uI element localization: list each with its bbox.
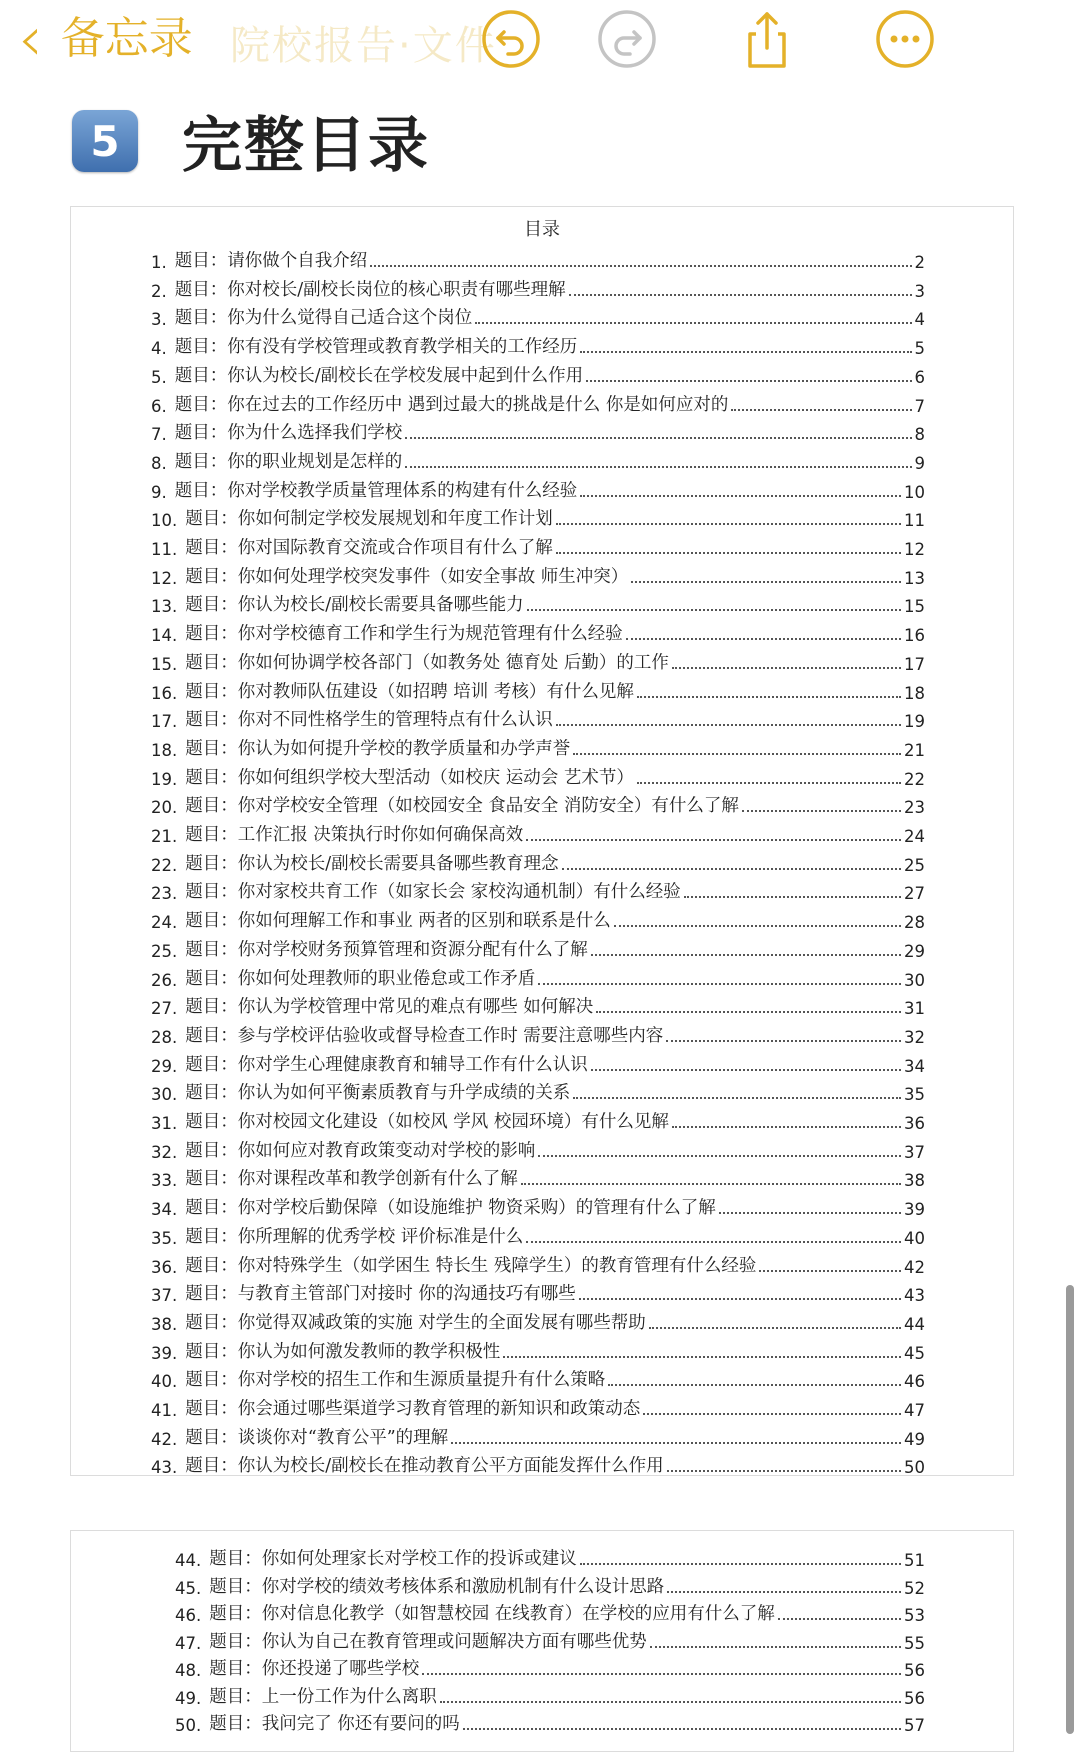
toc-entry-page: 51 xyxy=(904,1551,925,1570)
toc-entry-page: 52 xyxy=(904,1578,925,1598)
back-label: 备忘录 xyxy=(60,13,193,64)
toc-leader-dots xyxy=(631,581,901,583)
toc-entry xyxy=(151,1079,925,1104)
toc-entry-text: 题目：你还投递了哪些学校 xyxy=(209,1659,420,1679)
toc-entry xyxy=(151,1051,925,1076)
toc-entry xyxy=(151,649,925,674)
toc-entry-number: 11. xyxy=(151,540,178,559)
toc-leader-dots xyxy=(626,638,901,640)
toc-leader-dots xyxy=(649,1327,901,1329)
toc-leader-dots xyxy=(614,925,901,927)
toc-leader-dots xyxy=(573,1097,901,1099)
toc-entry-page: 34 xyxy=(904,1056,925,1076)
toc-leader-dots xyxy=(637,696,901,698)
toc-entry-text: 题目：你为什么选择我们学校 xyxy=(174,423,403,444)
toc-entry xyxy=(151,448,925,473)
toc-leader-dots xyxy=(562,868,901,870)
redo-icon xyxy=(596,8,658,70)
toc-leader-dots xyxy=(778,1618,901,1620)
toc-entry xyxy=(151,1194,925,1219)
toc-entry-number: 30. xyxy=(151,1085,178,1105)
toc-entry xyxy=(151,1395,925,1420)
toc-entry-number: 12. xyxy=(151,568,178,588)
toc-entry-page: 18 xyxy=(904,683,925,703)
toc-entry-text: 题目：你对课程改革和教学创新有什么了解 xyxy=(185,1169,518,1190)
toc-entry-number: 47. xyxy=(175,1633,202,1653)
toc-entry xyxy=(175,1600,925,1625)
toc-entry-page: 38 xyxy=(904,1171,925,1191)
toc-entry-text: 题目：请你做个自我介绍 xyxy=(174,251,368,271)
toc-entry-text: 题目：你对学校德育工作和学生行为规范管理有什么经验 xyxy=(185,624,623,645)
toc-entry xyxy=(175,1710,925,1735)
toc-entry xyxy=(151,850,925,875)
chevron-left-icon: ‹ xyxy=(18,2,43,75)
toc-entry-page: 6 xyxy=(914,367,925,387)
toc-entry-page: 50 xyxy=(904,1458,925,1478)
toc-entry xyxy=(151,1252,925,1277)
toc-entry-text: 题目：你如何协调学校各部门（如教务处 德育处 后勤）的工作 xyxy=(185,652,669,673)
toc-entry-number: 2. xyxy=(151,281,167,301)
toc-entry-number: 27. xyxy=(151,999,178,1019)
toc-entry-page: 9 xyxy=(914,453,925,473)
more-icon xyxy=(874,8,936,70)
toc-entry xyxy=(151,907,925,932)
toc-entry-text: 题目：工作汇报 决策执行时你如何确保高效 xyxy=(185,825,524,845)
toc-entry xyxy=(151,706,925,731)
toc-entry-number: 21. xyxy=(151,827,178,846)
toc-entry-page: 57 xyxy=(904,1716,925,1735)
toc-entry-page: 37 xyxy=(904,1142,925,1162)
toc-leader-dots xyxy=(440,1701,901,1703)
toc-entry-page: 32 xyxy=(904,1027,925,1047)
toc-entry-number: 42. xyxy=(151,1429,178,1449)
toc-entry xyxy=(151,1108,925,1133)
toc-entry-page: 55 xyxy=(904,1633,925,1653)
toc-entry-text: 题目：你如何处理教师的职业倦怠或工作矛盾 xyxy=(185,968,536,989)
toc-entry-text: 题目：你对学校安全管理（如校园安全 食品安全 消防安全）有什么了解 xyxy=(185,796,739,817)
toc-entry-page: 3 xyxy=(914,281,925,301)
toc-entry-number: 31. xyxy=(151,1114,178,1133)
toc-entry-text: 题目：你认为校长/副校长在学校发展中起到什么作用 xyxy=(174,365,584,386)
toc-entry-number: 5. xyxy=(151,367,167,387)
toc-leader-dots xyxy=(591,1069,901,1071)
toc-leader-dots xyxy=(672,1126,901,1128)
toc-entry-number: 32. xyxy=(151,1142,178,1162)
toc-entry-text: 题目：上一份工作为什么离职 xyxy=(209,1686,437,1707)
toc-entry-text: 题目：你认为校长/副校长在推动教育公平方面能发挥什么作用 xyxy=(185,1456,664,1477)
toc-entry xyxy=(151,792,925,817)
top-toolbar xyxy=(0,0,1080,80)
toc-entry-text: 题目：你认为学校管理中常见的难点有哪些 如何解决 xyxy=(185,997,594,1018)
toc-entry-number: 17. xyxy=(151,712,178,732)
toc-entry-text: 题目：你对教师队伍建设（如招聘 培训 考核）有什么见解 xyxy=(185,681,634,702)
toc-entry-page: 16 xyxy=(904,626,925,646)
toc-entry xyxy=(151,821,925,846)
toc-entry-number: 18. xyxy=(151,740,178,760)
toc-entry-number: 14. xyxy=(151,626,178,646)
undo-icon xyxy=(480,8,542,70)
share-button[interactable] xyxy=(736,8,798,70)
toc-entry-text: 题目：你如何理解工作和事业 两者的区别和联系是什么 xyxy=(185,911,611,932)
toc-entry xyxy=(175,1683,925,1708)
toc-entry-text: 题目：与教育主管部门对接时 你的沟通技巧有哪些 xyxy=(185,1284,576,1305)
toc-entry-number: 49. xyxy=(175,1688,202,1708)
note-title: 完整目录 xyxy=(182,111,430,181)
toc-entry-page: 21 xyxy=(904,740,925,760)
toc-entry xyxy=(151,505,925,530)
toc-leader-dots xyxy=(527,609,901,611)
toc-entry-number: 40. xyxy=(151,1372,178,1392)
toc-entry-page: 45 xyxy=(904,1343,925,1363)
toc-entry xyxy=(151,304,925,329)
toc-entry xyxy=(151,477,925,502)
toc-entry-page: 25 xyxy=(904,855,925,875)
toc-leader-dots xyxy=(742,810,901,812)
toc-entry xyxy=(151,1022,925,1047)
toc-entry-number: 34. xyxy=(151,1200,178,1220)
note-heading xyxy=(72,98,430,184)
toc-entry-page: 17 xyxy=(904,654,925,674)
toc-entry-number: 22. xyxy=(151,855,178,875)
toc-entry-text: 题目：你对校长/副校长岗位的核心职责有哪些理解 xyxy=(174,279,566,300)
toc-entry-text: 题目：你认为校长/副校长需要具备哪些能力 xyxy=(185,595,524,616)
toc-leader-dots xyxy=(538,1155,901,1157)
toc-entry-text: 题目：参与学校评估验收或督导检查工作时 需要注意哪些内容 xyxy=(185,1025,664,1046)
toc-entry-page: 12 xyxy=(904,540,925,559)
toc-entry xyxy=(151,1137,925,1162)
toc-leader-dots xyxy=(596,1011,901,1013)
toc-leader-dots xyxy=(526,1241,901,1243)
toc-entry-page: 10 xyxy=(904,482,925,502)
toc-entry xyxy=(151,993,925,1018)
toc-entry xyxy=(175,1628,925,1653)
toc-entry-number: 3. xyxy=(151,310,167,330)
toc-entry-page: 11 xyxy=(904,511,925,531)
toc-entry-number: 4. xyxy=(151,339,167,359)
toc-entry-text: 题目：你对学生心理健康教育和辅导工作有什么认识 xyxy=(185,1054,588,1075)
toc-entry-text: 题目：你对国际教育交流或合作项目有什么了解 xyxy=(185,538,553,558)
toc-entry-number: 8. xyxy=(151,453,167,473)
toc-entry xyxy=(151,362,925,387)
toc-entry-text: 题目：你对学校财务预算管理和资源分配有什么了解 xyxy=(185,939,588,960)
toc-entry-number: 19. xyxy=(151,769,178,789)
toc-entry-page: 2 xyxy=(914,253,925,272)
toc-entry xyxy=(151,1452,925,1477)
toc-entry-number: 43. xyxy=(151,1458,178,1478)
toc-leader-dots xyxy=(556,552,901,554)
toc-entry xyxy=(175,1655,925,1680)
toc-leader-dots xyxy=(667,1591,901,1593)
toc-entry-number: 26. xyxy=(151,970,178,990)
toc-entry xyxy=(151,1280,925,1305)
toc-leader-dots xyxy=(521,1183,901,1185)
toc-entry-text: 题目：你如何组织学校大型活动（如校庆 运动会 艺术节） xyxy=(185,767,634,788)
toc-entry-text: 题目：你如何处理学校突发事件（如安全事故 师生冲突） xyxy=(185,566,629,587)
toc-entry-number: 13. xyxy=(151,597,178,617)
toc-entry-number: 28. xyxy=(151,1027,178,1047)
toc-entry-page: 53 xyxy=(904,1606,925,1625)
toc-leader-dots xyxy=(526,839,901,841)
redo-button[interactable] xyxy=(596,8,658,70)
toc-title: 目录 xyxy=(524,219,560,240)
toc-entry-page: 31 xyxy=(904,999,925,1019)
toc-entry xyxy=(151,276,925,301)
toc-entry-number: 6. xyxy=(151,396,167,416)
toc-leader-dots xyxy=(463,1728,901,1730)
toc-entry xyxy=(151,936,925,961)
toc-entry-text: 题目：你认为校长/副校长需要具备哪些教育理念 xyxy=(185,853,559,874)
toc-entry-number: 1. xyxy=(151,253,167,272)
toc-entry xyxy=(151,591,925,616)
toc-leader-dots xyxy=(538,983,901,985)
toc-leader-dots xyxy=(556,724,901,726)
more-button[interactable] xyxy=(874,8,936,70)
toc-leader-dots xyxy=(580,1563,901,1565)
undo-button[interactable] xyxy=(480,8,542,70)
toc-entry-page: 19 xyxy=(904,712,925,732)
toc-entry-text: 题目：你对学校的绩效考核体系和激励机制有什么设计思路 xyxy=(209,1576,665,1597)
toc-leader-dots xyxy=(580,351,911,353)
toc-entry-page: 43 xyxy=(904,1286,925,1306)
toc-leader-dots xyxy=(719,1212,901,1214)
toc-entry-number: 39. xyxy=(151,1343,178,1363)
toc-entry-page: 4 xyxy=(914,310,925,330)
toc-entry-number: 38. xyxy=(151,1314,178,1334)
toc-leader-dots xyxy=(667,1470,901,1472)
toc-leader-dots xyxy=(666,1040,901,1042)
toc-entry-page: 13 xyxy=(904,568,925,588)
number-emoji-badge: 5 xyxy=(72,110,138,172)
toc-leader-dots xyxy=(569,294,912,296)
toc-entry xyxy=(175,1545,925,1570)
toc-entry xyxy=(151,247,925,272)
toc-entry xyxy=(151,764,925,789)
toc-entry-number: 50. xyxy=(175,1716,202,1735)
toc-entry-number: 20. xyxy=(151,798,178,818)
toc-entry-page: 36 xyxy=(904,1114,925,1133)
toc-leader-dots xyxy=(573,753,901,755)
toc-entry-page: 56 xyxy=(904,1661,925,1680)
toc-leader-dots xyxy=(608,1384,901,1386)
toc-leader-dots xyxy=(405,466,911,468)
toc-leader-dots xyxy=(637,782,901,784)
toc-entry xyxy=(151,878,925,903)
toc-leader-dots xyxy=(405,437,911,439)
share-icon xyxy=(736,8,798,70)
toc-entry xyxy=(151,1424,925,1449)
toc-entry-text: 题目：你会通过哪些渠道学习教育管理的新知识和政策动态 xyxy=(185,1399,641,1419)
toc-leader-dots xyxy=(451,1442,901,1444)
toc-entry-text: 题目：你如何处理家长对学校工作的投诉或建议 xyxy=(209,1549,577,1569)
toc-entry-number: 36. xyxy=(151,1257,178,1277)
toc-entry xyxy=(151,534,925,559)
toc-leader-dots xyxy=(503,1356,901,1358)
toc-entry-text: 题目：我问完了 你还有要问的吗 xyxy=(209,1714,460,1734)
toc-entry xyxy=(151,1223,925,1248)
toc-entry-number: 41. xyxy=(151,1401,178,1420)
toc-entry xyxy=(151,333,925,358)
toc-entry-number: 37. xyxy=(151,1286,178,1306)
toc-entry-number: 23. xyxy=(151,884,178,904)
toc-entry-page: 30 xyxy=(904,970,925,990)
toc-leader-dots xyxy=(643,1413,901,1415)
toc-entry-page: 29 xyxy=(904,941,925,961)
toc-entry xyxy=(151,1366,925,1391)
toc-entry xyxy=(151,1338,925,1363)
toc-entry-text: 题目：你认为如何激发教师的教学积极性 xyxy=(185,1341,501,1362)
toc-entry-text: 题目：你在过去的工作经历中 遇到过最大的挑战是什么 你是如何应对的 xyxy=(174,394,729,415)
toc-entry xyxy=(151,1165,925,1190)
toc-entry-page: 49 xyxy=(904,1429,925,1449)
toc-leader-dots xyxy=(650,1646,901,1648)
toc-entry-number: 46. xyxy=(175,1606,202,1625)
toc-entry-number: 15. xyxy=(151,654,178,674)
toc-entry xyxy=(151,419,925,444)
toc-entry-number: 48. xyxy=(175,1661,202,1680)
toc-entry-page: 39 xyxy=(904,1200,925,1220)
toc-entry-number: 16. xyxy=(151,683,178,703)
toc-entry-text: 题目：你对学校的招生工作和生源质量提升有什么策略 xyxy=(185,1370,606,1391)
toc-entry-number: 44. xyxy=(175,1551,202,1570)
toc-entry-text: 题目：你对特殊学生（如学困生 特长生 残障学生）的教育管理有什么经验 xyxy=(185,1255,757,1276)
toc-entry-page: 24 xyxy=(904,827,925,846)
toc-page-image-1[interactable] xyxy=(70,206,1014,1476)
toc-entry-text: 题目：你对信息化教学（如智慧校园 在线教育）在学校的应用有什么了解 xyxy=(209,1604,775,1624)
toc-entry-number: 45. xyxy=(175,1578,202,1598)
toc-entry-page: 56 xyxy=(904,1688,925,1708)
toc-entry-page: 28 xyxy=(904,913,925,933)
toc-entry-text: 题目：你对不同性格学生的管理特点有什么认识 xyxy=(185,710,553,731)
toc-leader-dots xyxy=(759,1270,901,1272)
toc-leader-dots xyxy=(580,495,901,497)
toc-entry-number: 24. xyxy=(151,913,178,933)
toc-entry-number: 33. xyxy=(151,1171,178,1191)
toc-entry-number: 7. xyxy=(151,425,167,445)
toc-entry xyxy=(151,391,925,416)
toc-entry-page: 22 xyxy=(904,769,925,789)
toc-entry-page: 7 xyxy=(914,396,925,416)
toc-entry-text: 题目：你的职业规划是怎样的 xyxy=(174,451,403,472)
toc-leader-dots xyxy=(684,896,901,898)
toc-entry-text: 题目：你如何应对教育政策变动对学校的影响 xyxy=(185,1140,536,1161)
toc-entry-text: 题目：你如何制定学校发展规划和年度工作计划 xyxy=(185,509,553,530)
toc-entry-page: 40 xyxy=(904,1228,925,1248)
toc-entry-text: 题目：你认为如何平衡素质教育与升学成绩的关系 xyxy=(185,1083,571,1104)
toc-leader-dots xyxy=(475,322,911,324)
toc-leader-dots xyxy=(672,667,901,669)
toc-entry-page: 5 xyxy=(914,339,925,359)
toc-entry-number: 29. xyxy=(151,1056,178,1076)
scrollbar[interactable] xyxy=(1066,1285,1074,1734)
toc-entry-text: 题目：你为什么觉得自己适合这个岗位 xyxy=(174,308,473,329)
toc-leader-dots xyxy=(370,265,911,267)
toc-entry xyxy=(151,1309,925,1334)
toc-entry-text: 题目：你所理解的优秀学校 评价标准是什么 xyxy=(185,1226,524,1247)
toc-entry xyxy=(175,1573,925,1598)
toc-entry-page: 35 xyxy=(904,1085,925,1105)
toc-leader-dots xyxy=(731,409,911,411)
toc-entry-text: 题目：你对学校教学质量管理体系的构建有什么经验 xyxy=(174,480,578,501)
toc-entry-number: 9. xyxy=(151,482,167,502)
toc-entry-text: 题目：你对学校后勤保障（如设施维护 物资采购）的管理有什么了解 xyxy=(185,1198,716,1219)
toc-entry-text: 题目：你认为自己在教育管理或问题解决方面有哪些优势 xyxy=(209,1631,647,1652)
toc-entry xyxy=(151,620,925,645)
toc-entry xyxy=(151,563,925,588)
toc-entry-text: 题目：你对家校共育工作（如家长会 家校沟通机制）有什么经验 xyxy=(185,882,681,903)
toc-leader-dots xyxy=(556,523,901,525)
back-button[interactable] xyxy=(18,2,193,75)
toc-entry-page: 27 xyxy=(904,884,925,904)
toc-entry-page: 47 xyxy=(904,1401,925,1420)
toc-entry-text: 题目：你对校园文化建设（如校风 学风 校园环境）有什么见解 xyxy=(185,1112,669,1132)
toc-entry-text: 题目：你觉得双减政策的实施 对学生的全面发展有哪些帮助 xyxy=(185,1312,646,1333)
toc-entry-text: 题目：你有没有学校管理或教育教学相关的工作经历 xyxy=(174,337,578,358)
toc-entry-number: 25. xyxy=(151,941,178,961)
toc-entry-page: 23 xyxy=(904,798,925,818)
toc-leader-dots xyxy=(591,954,901,956)
toc-entry-number: 10. xyxy=(151,511,178,531)
toc-leader-dots xyxy=(422,1673,901,1675)
toc-entry xyxy=(151,678,925,703)
toc-entry-page: 42 xyxy=(904,1257,925,1277)
toc-entry-number: 35. xyxy=(151,1228,178,1248)
faded-title-text: 院校报告·文件 xyxy=(230,23,497,69)
toc-entry-page: 46 xyxy=(904,1372,925,1392)
toc-entry xyxy=(151,965,925,990)
toc-leader-dots xyxy=(579,1298,901,1300)
toc-page-image-2[interactable] xyxy=(70,1530,1014,1752)
toc-entry-page: 15 xyxy=(904,597,925,617)
toc-entry-text: 题目：谈谈你对“教育公平”的理解 xyxy=(185,1427,449,1448)
toc-leader-dots xyxy=(586,380,911,382)
toc-entry-page: 8 xyxy=(914,425,925,445)
toc-entry xyxy=(151,735,925,760)
toc-entry-page: 44 xyxy=(904,1314,925,1334)
toc-entry-text: 题目：你认为如何提升学校的教学质量和办学声誉 xyxy=(185,738,571,759)
